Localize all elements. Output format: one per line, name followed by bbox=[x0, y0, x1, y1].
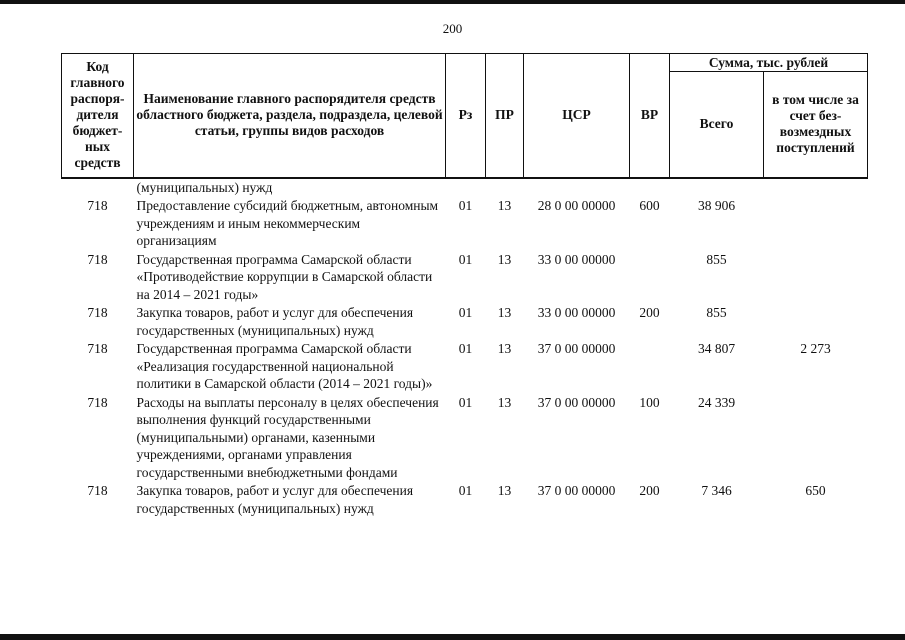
cell-name: Закупка товаров, работ и услуг для обеспечения государственных (муниципальных) нужд bbox=[136, 305, 414, 338]
cell-free: 650 bbox=[805, 483, 826, 498]
cell-code: 718 bbox=[87, 251, 108, 267]
header-code: Код главного распоря-дителя бюджет-ных средств bbox=[62, 54, 134, 178]
header-sum-group: Сумма, тыс. рублей bbox=[670, 54, 868, 72]
cell-code: 718 bbox=[87, 305, 108, 320]
cell-free bbox=[764, 303, 868, 339]
table-row bbox=[62, 303, 868, 339]
cell-csr: 33 0 00 00000 bbox=[537, 251, 616, 267]
cell-rz: 01 bbox=[458, 483, 473, 498]
cell-vr: 100 bbox=[639, 394, 660, 410]
cell-free bbox=[764, 250, 868, 304]
cell-rz: 01 bbox=[458, 394, 473, 410]
cell-free: 2 273 bbox=[800, 341, 831, 356]
cell-code: 718 bbox=[87, 341, 108, 356]
continuation-text: (муниципальных) нужд bbox=[136, 179, 273, 195]
cell-name: Предоставление субсидий бюджетным, автономным учреждениям и иным некоммерческим организациям bbox=[136, 198, 439, 248]
top-border bbox=[0, 0, 905, 4]
header-csr: ЦСР bbox=[524, 54, 630, 178]
cell-vr bbox=[630, 250, 670, 304]
cell-free bbox=[764, 196, 868, 250]
header-pr: ПР bbox=[486, 54, 524, 178]
cell-pr: 13 bbox=[497, 341, 512, 356]
header-vr: ВР bbox=[630, 54, 670, 178]
cell-pr: 13 bbox=[497, 394, 512, 410]
header-name: Наименование главного распорядителя средств областного бюджета, раздела, подраздела, целевой статьи, группы видов расходов bbox=[134, 54, 446, 178]
cell-vr: 200 bbox=[639, 483, 660, 498]
cell-name: Государственная программа Самарской области «Противодействие коррупции в Самарской области на 2014 – 2021 годы» bbox=[136, 251, 433, 302]
cell-rz: 01 bbox=[458, 198, 473, 213]
cell-pr: 13 bbox=[497, 305, 512, 320]
cell-free bbox=[764, 393, 868, 482]
cell-rz: 01 bbox=[458, 251, 473, 267]
cell-vr: 200 bbox=[639, 305, 660, 320]
page-number: 200 bbox=[442, 21, 463, 36]
table-row bbox=[62, 339, 868, 393]
header-rz: Рз bbox=[446, 54, 486, 178]
cell-pr: 13 bbox=[497, 483, 512, 498]
continuation-row bbox=[62, 178, 868, 197]
cell-rz: 01 bbox=[458, 305, 473, 320]
cell-rz: 01 bbox=[458, 341, 473, 356]
bottom-border bbox=[0, 634, 905, 640]
cell-code: 718 bbox=[87, 394, 108, 410]
cell-csr: 28 0 00 00000 bbox=[537, 198, 616, 213]
table-row bbox=[62, 250, 868, 304]
cell-csr: 33 0 00 00000 bbox=[537, 305, 616, 320]
cell-name: Государственная программа Самарской области «Реализация государственной национальной политики в Самарской области (2014 – 2021 годы)» bbox=[136, 341, 433, 391]
cell-csr: 37 0 00 00000 bbox=[537, 341, 616, 356]
cell-total: 24 339 bbox=[697, 394, 736, 410]
cell-vr bbox=[630, 339, 670, 393]
cell-total: 34 807 bbox=[697, 341, 736, 356]
cell-total: 855 bbox=[706, 305, 727, 320]
cell-pr: 13 bbox=[497, 251, 512, 267]
cell-csr: 37 0 00 00000 bbox=[537, 394, 616, 410]
table-row bbox=[62, 393, 868, 482]
header-total: Всего bbox=[670, 72, 764, 178]
table-header bbox=[62, 54, 868, 178]
cell-code: 718 bbox=[87, 198, 108, 213]
table-row bbox=[62, 196, 868, 250]
table-body bbox=[62, 178, 868, 518]
cell-total: 855 bbox=[706, 251, 727, 267]
cell-code: 718 bbox=[87, 483, 108, 498]
cell-csr: 37 0 00 00000 bbox=[537, 483, 616, 498]
cell-name: Расходы на выплаты персоналу в целях обеспечения выполнения функций государственными (муниципальными) органами, казенными учреждениями, органами управления государственными внебюджетными фондами bbox=[136, 394, 439, 480]
table-row bbox=[62, 481, 868, 517]
header-free: в том числе за счет без-возмездных поступлений bbox=[764, 72, 868, 178]
cell-vr: 600 bbox=[639, 198, 660, 213]
cell-total: 38 906 bbox=[697, 198, 736, 213]
cell-name: Закупка товаров, работ и услуг для обеспечения государственных (муниципальных) нужд bbox=[136, 483, 414, 516]
budget-table bbox=[61, 53, 868, 517]
cell-total: 7 346 bbox=[701, 483, 732, 498]
cell-pr: 13 bbox=[497, 198, 512, 213]
